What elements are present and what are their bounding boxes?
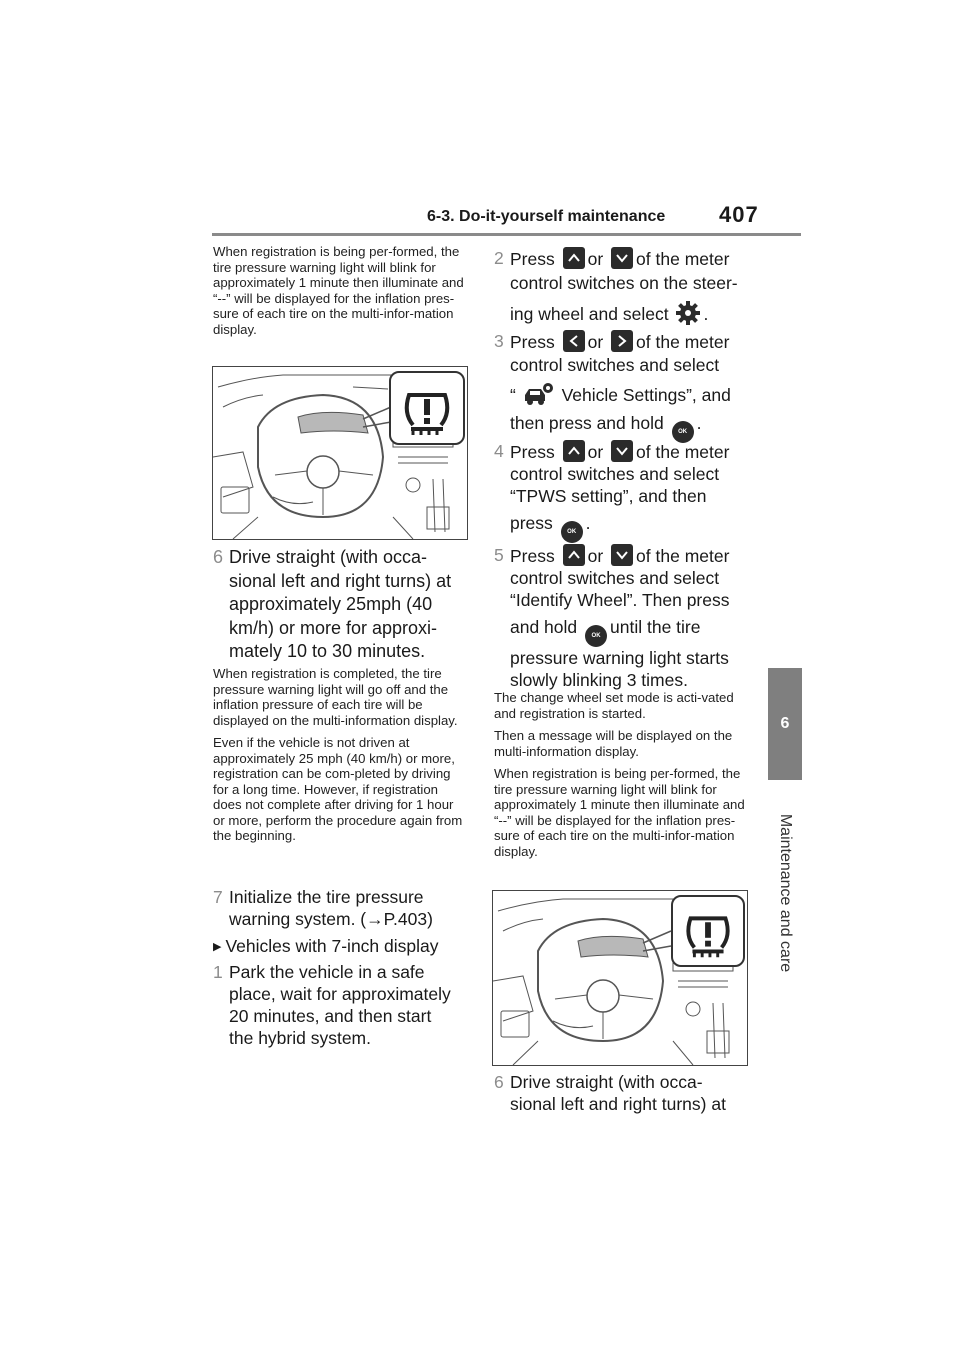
step-line: sional left and right turns) at	[510, 1094, 726, 1114]
step-line: “TPWS setting”, and then	[510, 486, 707, 506]
press-text: Press	[510, 249, 555, 269]
step-line: of the meter	[636, 442, 730, 462]
page-reference-link[interactable]: P.403)	[383, 909, 433, 929]
vehicles-heading	[213, 936, 439, 957]
step-number: 6	[213, 547, 224, 567]
step-line: Drive straight (with occa-	[510, 1072, 703, 1092]
or-text: or	[587, 442, 604, 462]
chevron-right-icon	[611, 330, 633, 352]
chevron-left-icon	[563, 330, 585, 352]
step-number: 5	[494, 545, 504, 565]
step-line: place, wait for approximately	[229, 984, 451, 1004]
step-line: warning system. (	[229, 909, 367, 929]
or-text: or	[587, 332, 604, 352]
note-completed: When registration is completed, the tire pressure warning light will go off and the inflation pressure of each tire will be displayed on the multi-information display.	[213, 666, 458, 728]
step-line: control switches and select	[510, 568, 720, 588]
chapter-label-wrap	[763, 793, 807, 993]
step-2	[494, 247, 764, 326]
chevron-down-icon	[611, 247, 633, 269]
step-line: mately 10 to 30 minutes.	[229, 641, 426, 661]
step-number: 1	[213, 962, 223, 982]
step-number: 6	[494, 1072, 504, 1092]
header-rule	[212, 233, 801, 236]
step-line: 20 minutes, and then start	[229, 1006, 432, 1026]
note-registering-left	[213, 244, 465, 344]
step-line: control switches on the steer-	[510, 273, 738, 293]
step-line: press	[510, 513, 553, 533]
note-not-driven: Even if the vehicle is not driven at approximately 25 mph (40 km/h) or more, registration can be com-pleted by driving for a long time. However, if registration does not complete after driving for 1 hour or more, perform the procedure again from the beginning.	[213, 735, 463, 843]
or-text: or	[587, 546, 604, 566]
chevron-up-icon	[563, 544, 585, 566]
or-text: or	[587, 249, 604, 269]
step-line: control switches and select	[510, 355, 720, 375]
chevron-down-icon	[611, 440, 633, 462]
ok-button-icon: OK	[561, 521, 583, 543]
step-line: sional left and right turns) at	[229, 570, 452, 591]
step-line: slowly blinking 3 times.	[510, 670, 688, 690]
note-activated: The change wheel set mode is acti-vated and registration is started.	[494, 690, 734, 721]
chevron-up-icon	[563, 440, 585, 462]
step-6-right	[494, 1071, 764, 1115]
note-text: When registration is being per-formed, the tire pressure warning light will blink for approximately 1 minute then illuminate and “--” will be displayed for the inflation pres-sure of each tire on the multi-infor-mation display.	[213, 244, 464, 337]
step-line: km/h) or more for approxi-	[229, 617, 438, 638]
chevron-up-icon	[563, 247, 585, 269]
step-line: then press and hold	[510, 413, 664, 433]
step-line: Drive straight (with occa-	[229, 547, 428, 567]
step-line: the hybrid system.	[229, 1028, 371, 1048]
step-line: pressure warning light starts	[510, 648, 729, 668]
period: .	[703, 304, 709, 324]
step-line: of the meter	[636, 332, 730, 352]
step-6-left	[213, 546, 473, 664]
gear-icon	[675, 300, 701, 326]
step-line: Park the vehicle in a safe	[229, 962, 425, 982]
press-text: Press	[510, 546, 555, 566]
step-1	[213, 961, 473, 1049]
section-title: 6-3. Do-it-yourself maintenance	[427, 208, 666, 225]
vehicles-heading-text: Vehicles with 7-inch display	[225, 936, 439, 956]
step-number: 7	[213, 887, 223, 907]
step-5	[494, 544, 764, 691]
step-4	[494, 440, 764, 543]
notes-right	[494, 690, 749, 866]
ok-button-icon: OK	[585, 625, 607, 647]
tire-pressure-warning-icon	[389, 371, 465, 445]
step-line: and hold	[510, 617, 578, 637]
notes-left	[213, 666, 465, 851]
step-line: of the meter	[636, 546, 730, 566]
note-message: Then a message will be displayed on the multi-information display.	[494, 728, 733, 759]
step-line: control switches and select	[510, 464, 720, 484]
press-text: Press	[510, 442, 555, 462]
step-7	[213, 886, 473, 930]
step-line: approximately 25mph (40	[229, 594, 433, 614]
step-number: 2	[494, 248, 504, 268]
step-line: Vehicle Settings”, and	[561, 385, 731, 405]
dashboard-illustration-2	[492, 890, 748, 1066]
press-text: Press	[510, 332, 555, 352]
ok-button-icon: OK	[672, 421, 694, 443]
step-line: of the meter	[636, 249, 730, 269]
dashboard-illustration-1	[212, 366, 468, 540]
step-line: “Identify Wheel”. Then press	[510, 590, 730, 610]
period: .	[585, 513, 591, 533]
step-line: until the tire	[610, 617, 701, 637]
chapter-number: 6	[780, 715, 790, 732]
chapter-tab	[768, 668, 802, 780]
triangle-bullet-icon: ▶	[213, 941, 222, 953]
tire-pressure-warning-icon	[671, 895, 745, 967]
period: .	[696, 413, 702, 433]
note-registering-right: When registration is being per-formed, the tire pressure warning light will blink for approximately 1 minute then illuminate and “--” will be displayed for the inflation pres-sure of each tire on the multi-infor-mation display.	[494, 766, 745, 859]
chapter-label: Maintenance and care	[777, 813, 795, 973]
step-number: 3	[494, 331, 504, 351]
page-number: 407	[719, 202, 759, 227]
step-line: ing wheel and select	[510, 304, 669, 324]
step-number: 4	[494, 441, 504, 461]
chevron-down-icon	[611, 544, 633, 566]
quote: “	[510, 385, 516, 405]
step-3	[494, 330, 764, 443]
step-line: Initialize the tire pressure	[229, 887, 424, 907]
car-settings-icon	[523, 381, 555, 407]
arrow-icon: →	[366, 909, 384, 929]
